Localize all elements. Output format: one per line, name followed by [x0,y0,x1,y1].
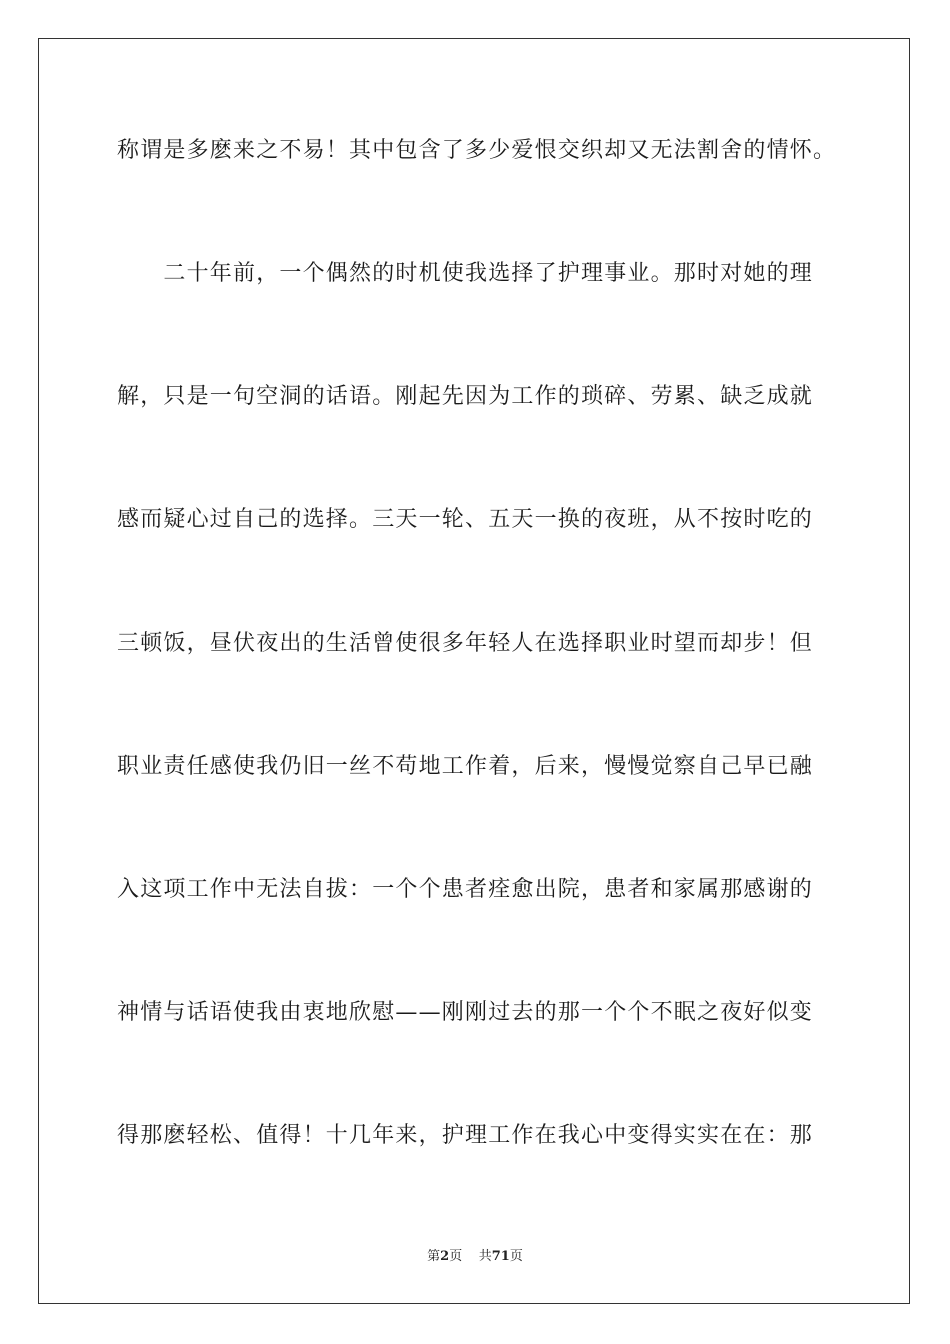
body-text-line-4: 感而疑心过自己的选择。三天一轮、五天一换的夜班，从不按时吃的 [117,507,814,532]
body-text-line-6: 职业责任感使我仍旧一丝不苟地工作着，后来，慢慢觉察自己早已融 [117,754,814,779]
body-text-line-7: 入这项工作中无法自拔：一个个患者痊愈出院，患者和家属那感谢的 [117,877,814,902]
page-footer [0,1245,950,1264]
footer-page-suffix: 页 [449,1249,463,1264]
page-border [38,38,910,1304]
body-text-line-5: 三顿饭，昼伏夜出的生活曾使很多年轻人在选择职业时望而却步！但 [117,631,814,656]
body-text-line-8: 神情与话语使我由衷地欣慰——刚刚过去的那一个个不眠之夜好似变 [117,1000,814,1025]
body-text-line-2: 二十年前，一个偶然的时机使我选择了护理事业。那时对她的理 [117,261,814,286]
footer-total-prefix: 共 [478,1249,492,1264]
footer-page-prefix: 第 [427,1249,441,1264]
footer-total-suffix: 页 [509,1249,523,1264]
footer-total-pages: 71 [491,1249,510,1264]
body-text-line-1: 称谓是多麽来之不易！其中包含了多少爱恨交织却又无法割舍的情怀。 [117,138,837,163]
body-text-line-9: 得那麽轻松、值得！十几年来，护理工作在我心中变得实实在在：那 [117,1123,814,1148]
body-text-line-3: 解，只是一句空洞的话语。刚起先因为工作的琐碎、劳累、缺乏成就 [117,384,814,409]
footer-page-number: 2 [440,1249,450,1264]
